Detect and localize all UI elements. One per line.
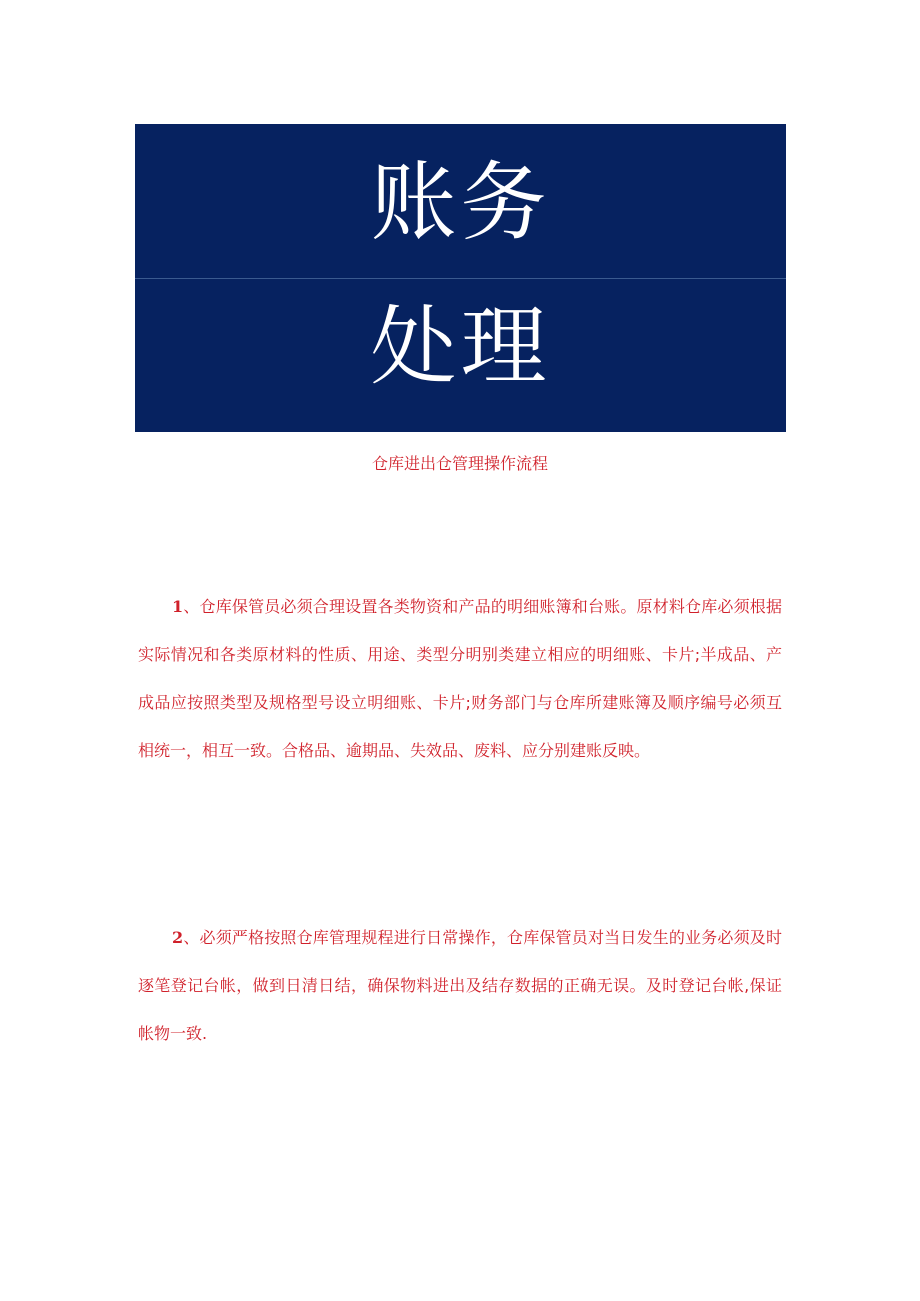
banner-divider — [135, 278, 786, 279]
paragraph-1-text: 、仓库保管员必须合理设置各类物资和产品的明细账簿和台账。原材料仓库必须根据实际情况和各类原材料的性质、用途、类型分明别类建立相应的明细账、卡片;半成品、产成品应按照类型及规格型号设立明细账、卡片;财务部门与仓库所建账簿及顺序编号必须互相统一，相互一致。合格品、逾期品、失效品、废料、应分别建账反映。 — [138, 597, 782, 760]
banner-title-line-1: 账务 — [370, 153, 551, 253]
paragraph-2 — [138, 914, 782, 1058]
paragraph-1-number: 1 — [172, 597, 184, 616]
document-subtitle: 仓库进出仓管理操作流程 — [371, 454, 548, 473]
paragraph-2-text: 、必须严格按照仓库管理规程进行日常操作，仓库保管员对当日发生的业务必须及时逐笔登记台帐，做到日清日结，确保物料进出及结存数据的正确无误。及时登记台帐,保证帐物一致. — [138, 928, 782, 1043]
paragraph-1 — [138, 583, 782, 775]
paragraph-2-number: 2 — [172, 928, 184, 947]
banner-title-line-2: 处理 — [370, 297, 551, 397]
title-banner — [135, 124, 786, 432]
